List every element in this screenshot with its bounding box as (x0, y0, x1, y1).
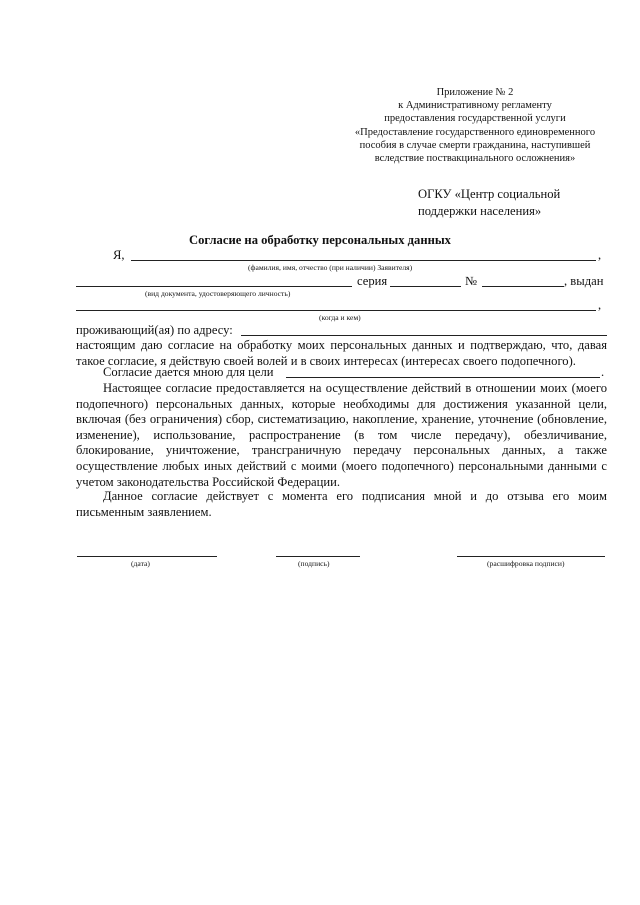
issued-by-field[interactable] (76, 310, 596, 311)
document-type-field[interactable] (76, 286, 352, 287)
fio-caption: (фамилия, имя, отчество (при наличии) Заявителя) (248, 263, 413, 272)
appendix-line: пособия в случае смерти гражданина, наступившей (359, 139, 591, 151)
document-caption: (вид документа, удостоверяющего личность) (145, 289, 291, 298)
signature-decode-caption: (расшифровка подписи) (487, 559, 565, 568)
document-title: Согласие на обработку персональных данных (189, 233, 451, 247)
purpose-dot: . (601, 365, 605, 379)
organization-line-2: поддержки населения» (418, 204, 542, 218)
purpose-label: Согласие дается мною для цели (103, 365, 274, 379)
consent-paragraph: настоящим даю согласие на обработку моих персональных данных и подтверждаю, что, давая такое согласие, я действую своей волей и в своих интересах (интересах своего подопечного). (76, 338, 607, 368)
actions-paragraph: Настоящее согласие предоставляется на осуществление действий в отношении моих (моего подопечного) персональных данных, которые необходимы для достижения указанной цели, включая (без ограничения) сбор, систематизацию, накопление, хранение, уточнение (обновление, изменение), использование, распространение (в том числе передачу), обезличивание, блокирование, уничтожение, трансграничную передачу персональных данных, а также осуществление любых иных действий с моими (моего подопечного) персональными данными с учетом законодательства Российской Федерации. (76, 381, 607, 489)
organization-line-1: ОГКУ «Центр социальной (418, 187, 561, 201)
appendix-note (330, 86, 620, 165)
number-label: № (465, 274, 478, 288)
organization-block (418, 186, 560, 220)
appendix-line: Приложение № 2 (436, 87, 514, 98)
date-field[interactable] (77, 556, 217, 557)
series-label: серия (357, 274, 388, 288)
validity-paragraph: Данное согласие действует с момента его подписания мной и до отзыва его моим письменным заявлением. (76, 489, 607, 519)
fio-field[interactable] (131, 260, 596, 261)
issued-comma: , (598, 298, 602, 312)
purpose-field[interactable] (286, 377, 600, 378)
address-field[interactable] (241, 335, 607, 336)
address-label: проживающий(ая) по адресу: (76, 323, 233, 337)
number-field[interactable] (482, 286, 564, 287)
fio-comma: , (598, 248, 602, 262)
appendix-line: предоставления государственной услуги (384, 113, 566, 125)
appendix-line: «Предоставление государственного единовременного (354, 126, 596, 138)
signature-decode-field[interactable] (457, 556, 605, 557)
appendix-line: вследствие поствакцинального осложнения» (374, 153, 576, 165)
appendix-line: к Административному регламенту (398, 100, 552, 112)
signature-caption: (подпись) (298, 559, 330, 568)
series-field[interactable] (390, 286, 461, 287)
date-caption: (дата) (131, 559, 150, 568)
signature-field[interactable] (276, 556, 360, 557)
when-caption: (когда и кем) (319, 313, 361, 322)
ya-label: Я, (113, 248, 125, 262)
issued-label: , выдан (564, 274, 604, 288)
